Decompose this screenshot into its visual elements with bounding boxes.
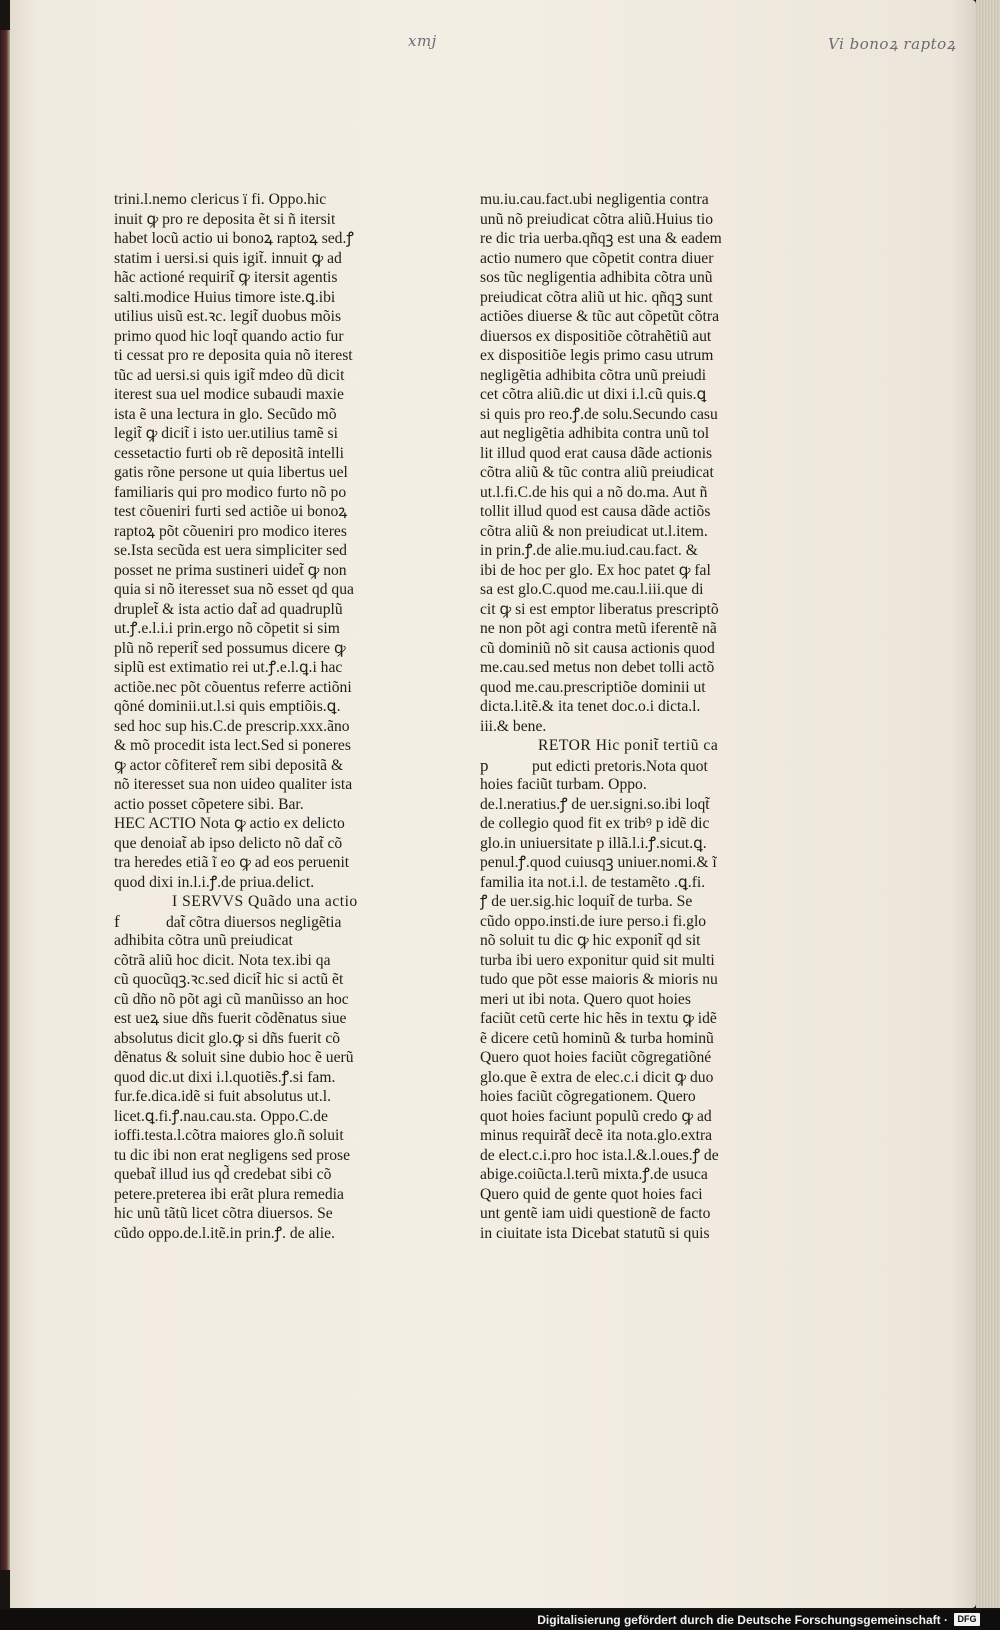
text-line: meri ut ibi nota. Quero quot hoies xyxy=(480,990,691,1008)
text-line: actiõe.nec põt cõuentus referre actiõni xyxy=(114,678,352,696)
guide-letter: p xyxy=(480,755,489,775)
text-line: salti.modice Huius timore iste.ꝗ.ibi xyxy=(114,288,336,306)
text-line: in ciuitate ista Dicebat statutũ si quis xyxy=(480,1224,710,1242)
text-line: ut.l.fi.C.de his qui a nõ do.ma. Aut ñ xyxy=(480,483,708,501)
folio-number: xmj xyxy=(408,32,437,50)
text-line: ti cessat pro re deposita quia nõ iterest xyxy=(114,347,353,364)
text-line: lit illud quod erat causa dãde actionis xyxy=(480,444,713,462)
text-line: Quero quot hoies faciũt cõgregatiõné xyxy=(480,1049,712,1066)
text-line: est ueꝝ siue dñs fuerit cõdẽnatus siue xyxy=(114,1010,347,1027)
text-line: statim i uersi.si quis igit̃. innuit ꝙ ad xyxy=(114,249,342,267)
text-line: cit ꝙ si est emptor liberatus prescriptõ xyxy=(480,600,719,618)
text-line: cũdo oppo.de.l.itẽ.in prin.ꝭ. de alie. xyxy=(114,1224,335,1242)
text-line: I SERVVS Quãdo una actio xyxy=(172,893,358,910)
text-line: tollit illud quod est causa dãde actiõs xyxy=(480,503,711,520)
text-line: inuit ꝙ pro re deposita ẽt si ñ itersit xyxy=(114,210,336,228)
text-line: licet.ꝗ.fi.ꝭ.nau.cau.sta. Oppo.C.de xyxy=(114,1107,328,1125)
text-line: Quero quid de gente quot hoies faci xyxy=(480,1185,703,1203)
text-line: cõtra aliũ & tũc contra aliũ preiudicat xyxy=(480,464,714,481)
text-line: mu.iu.cau.fact.ubi negligentia contra xyxy=(480,191,709,208)
text-line: actiões diuerse & tũc aut cõpetũt cõtra xyxy=(480,308,720,325)
text-line: raptoꝝ põt cõueniri pro modico iteres xyxy=(114,522,347,540)
text-line: iii.& bene. xyxy=(480,717,547,735)
text-line: cet cõtra aliũ.dic ut dixi i.l.cũ quis.ꝗ xyxy=(480,386,707,403)
text-line: re dic tria uerba.qñqꝫ est una & eadem xyxy=(480,230,722,247)
text-line: posset ne prima sustineri uidet̃ ꝙ non xyxy=(114,561,347,579)
text-line: HEC ACTIO Nota ꝙ actio ex delicto xyxy=(114,815,345,832)
text-line: quod dixi in.l.i.ꝭ.de priua.delict. xyxy=(114,873,315,891)
text-line: plũ nõ reperit̃ sed possumus dicere ꝙ xyxy=(114,639,346,657)
text-line: absolutus dicit glo.ꝙ si dñs fuerit cõ xyxy=(114,1029,341,1047)
text-line: aut negligẽtia adhibita contra unũ tol xyxy=(480,425,710,442)
text-line: sa est glo.C.quod me.cau.l.iii.que di xyxy=(480,581,704,598)
text-line: familiaris qui pro modico furto nõ po xyxy=(114,483,347,501)
text-line: hic unũ tãtũ licet cõtra diuersos. Se xyxy=(114,1205,333,1222)
text-line: ne non põt agi contra metũ iferentẽ nã xyxy=(480,620,717,637)
text-line: sos tũc negligentia adhibita cõtra unũ xyxy=(480,269,713,286)
page-edges xyxy=(976,0,1000,1608)
text-line: me.cau.sed metus non debet tolli actõ xyxy=(480,659,715,676)
text-line: negligẽtia adhibita cõtra unũ preiudi xyxy=(480,366,707,384)
text-line: druplet̃ & ista actio dat̃ ad quadruplũ xyxy=(114,600,343,618)
text-line: dicta.l.itẽ.& ita tenet doc.o.i dicta.l. xyxy=(480,698,701,715)
text-line: ꝙ actor cõfiteret̃ rem sibi depositã & xyxy=(114,756,344,774)
text-line: tudo que põt esse maioris & mioris nu xyxy=(480,971,718,988)
text-line: ẽ dicere cetũ hominũ & turba hominũ xyxy=(480,1029,714,1047)
handwritten-margin-note: Vi bonoꝝ raptoꝝ xyxy=(828,35,956,53)
text-line: ibi de hoc per glo. Ex hoc patet ꝙ fal xyxy=(480,561,711,579)
text-line: quia si nõ iteresset sua nõ esset qd qua xyxy=(114,581,354,598)
text-line: in prin.ꝭ.de alie.mu.iud.cau.fact. & xyxy=(480,542,698,559)
text-line: ista ẽ una lectura in glo. Secũdo mõ xyxy=(114,405,337,423)
left-text-column xyxy=(114,190,400,1243)
text-line: hoies faciũt turbam. Oppo. xyxy=(480,776,647,793)
text-line: actio posset cõpetere sibi. Bar. xyxy=(114,795,304,813)
text-line: adhibita cõtra unũ preiudicat xyxy=(114,932,293,949)
text-line: turba ibi uero exponitur quid sit multi xyxy=(480,951,715,969)
text-line: si quis pro reo.ꝭ.de solu.Secundo casu xyxy=(480,405,718,423)
text-line: preiudicat cõtra aliũ ut hic. qñqꝫ sunt xyxy=(480,288,713,306)
text-line: petere.preterea ibi erãt plura remedia xyxy=(114,1185,344,1203)
text-line: cõtrã aliũ hoc dicit. Nota tex.ibi qa xyxy=(114,951,331,969)
text-line: quot hoies faciunt populũ credo ꝙ ad xyxy=(480,1107,712,1125)
text-line: habet locũ actio ui bonoꝝ raptoꝝ sed.ꝭ xyxy=(114,230,354,247)
text-line: cessetactio furti ob rẽ depositã intelli xyxy=(114,444,344,462)
text-line xyxy=(480,756,762,776)
text-line: nõ soluit tu dic ꝙ hic exponit̃ qd sit xyxy=(480,932,701,949)
text-line: unũ nõ preiudicat cõtra aliũ.Huius tio xyxy=(480,210,713,228)
text-line: quebat̃ illud ius qd̃ credebat sibi cõ xyxy=(114,1166,332,1183)
text-line: sed hoc sup his.C.de prescrip.xxx.ãno xyxy=(114,717,350,735)
book-page xyxy=(10,0,976,1608)
text-line: cũ dominiũ nõ sit causa actionis quod xyxy=(480,639,715,657)
text-line: diuersos ex dispositiõe cõtrahẽtiũ aut xyxy=(480,327,712,345)
text-line: & mõ procedit ista lect.Sed si poneres xyxy=(114,737,351,754)
text-line: quod me.cau.prescriptiõe dominii ut xyxy=(480,678,706,696)
text-line: nõ iteresset sua non uideo qualiter ista xyxy=(114,776,353,793)
text-line: unt gentẽ iam uidi questionẽ de facto xyxy=(480,1205,711,1222)
text-line: gatis rõne persone ut quia libertus uel xyxy=(114,464,348,481)
text-line: ut.ꝭ.e.l.i.i prin.ergo nõ cõpetit si sim xyxy=(114,620,340,637)
dfg-logo: DFG xyxy=(954,1613,980,1626)
text-line: de elect.c.i.pro hoc ista.l.&.l.oues.ꝭ de xyxy=(480,1146,719,1164)
text-line: RETOR Hic ponit̃ tertiũ ca xyxy=(538,737,719,754)
text-line: quod dic.ut dixi i.l.quotiẽs.ꝭ.si fam. xyxy=(114,1068,336,1086)
text-line: utilius uisũ est.ꝛc. legit̃ duobus mõis xyxy=(114,308,342,325)
text-line-content: dat̃ cõtra diuersos negligẽtia xyxy=(166,913,342,931)
text-line: primo quod hic loqt̃ quando actio fur xyxy=(114,327,344,345)
footer-credit-text: Digitalisierung gefördert durch die Deutsche Forschungsgemeinschaft · xyxy=(537,1613,948,1627)
text-line: se.Ista secũda est uera simpliciter sed xyxy=(114,542,347,559)
text-line: familia ita not.i.l. de testamẽto .ꝗ.fi. xyxy=(480,873,706,891)
text-line: minus requirãt̃ decẽ ita nota.glo.extra xyxy=(480,1127,713,1144)
text-line: penul.ꝭ.quod cuiusqꝫ uniuer.nomi.& ĩ xyxy=(480,854,717,871)
text-line: tũc ad uersi.si quis igit̃ mdeo dũ dicit xyxy=(114,366,345,384)
text-line: ioffi.testa.l.cõtra maiores glo.ñ soluit xyxy=(114,1127,344,1144)
text-line: cũdo oppo.insti.de iure perso.i fi.glo xyxy=(480,912,707,930)
footer-bar xyxy=(0,1610,1000,1630)
text-line: siplũ est extimatio rei ut.ꝭ.e.l.ꝗ.i hac xyxy=(114,659,343,676)
text-line: actio numero que cõpetit contra diuer xyxy=(480,249,714,267)
text-line: tra heredes etiã ĩ eo ꝙ ad eos peruenit xyxy=(114,854,350,871)
text-line: hãc actioné requirit̃ ꝙ itersit agentis xyxy=(114,269,338,286)
text-line xyxy=(114,912,400,932)
text-line: fur.fe.dica.idẽ si fuit absolutus ut.l. xyxy=(114,1088,331,1105)
text-line: iterest sua uel modice subaudi maxie xyxy=(114,386,344,403)
text-line: de collegio quod fit ex tribꝰ p idẽ dic xyxy=(480,815,710,832)
text-line: hoies faciũt cõgregationem. Quero xyxy=(480,1088,696,1105)
text-line: de.l.neratius.ꝭ de uer.signi.so.ibi loqt̃ xyxy=(480,795,710,813)
text-line: legit̃ ꝙ dicit̃ i isto uer.utilius tamẽ si xyxy=(114,425,338,442)
text-line: ꝭ de uer.sig.hic loquit̃ de turba. Se xyxy=(480,893,693,910)
text-line: faciũt cetũ certe hic hẽs in textu ꝙ idẽ xyxy=(480,1010,717,1027)
text-line: que denoiat̃ ab ipso delicto nõ dat̃ cõ xyxy=(114,834,343,852)
text-line: cũ quocũqꝫ.ꝛc.sed dicit̃ hic si actũ ẽt xyxy=(114,971,344,988)
text-line: qõné dominii.ut.l.si quis emptiõis.ꝗ. xyxy=(114,698,341,715)
text-line: glo.in uniuersitate p illã.l.i.ꝭ.sicut.ꝗ. xyxy=(480,834,707,852)
text-line-content: put edicti pretoris.Nota quot xyxy=(532,757,708,775)
text-line: tu dic ibi non erat negligens sed prose xyxy=(114,1146,351,1164)
text-line: test cõueniri furti sed actiõe ui bonoꝝ xyxy=(114,503,348,520)
text-line: trini.l.nemo clericus ï fi. Oppo.hic xyxy=(114,191,327,208)
text-line: dẽnatus & soluit sine dubio hoc ẽ uerũ xyxy=(114,1049,354,1066)
guide-letter: f xyxy=(114,911,120,931)
text-line: abige.coiũcta.l.terũ mixta.ꝭ.de usuca xyxy=(480,1166,708,1183)
text-line: ex dispositiõe legis primo casu utrum xyxy=(480,347,714,364)
text-line: cõtra aliũ & non preiudicat ut.l.item. xyxy=(480,522,708,540)
right-text-column xyxy=(480,190,762,1243)
text-line: cũ dño nõ põt agi cũ manũisso an hoc xyxy=(114,990,349,1008)
text-line: glo.que ẽ extra de elec.c.i dicit ꝙ duo xyxy=(480,1068,714,1086)
